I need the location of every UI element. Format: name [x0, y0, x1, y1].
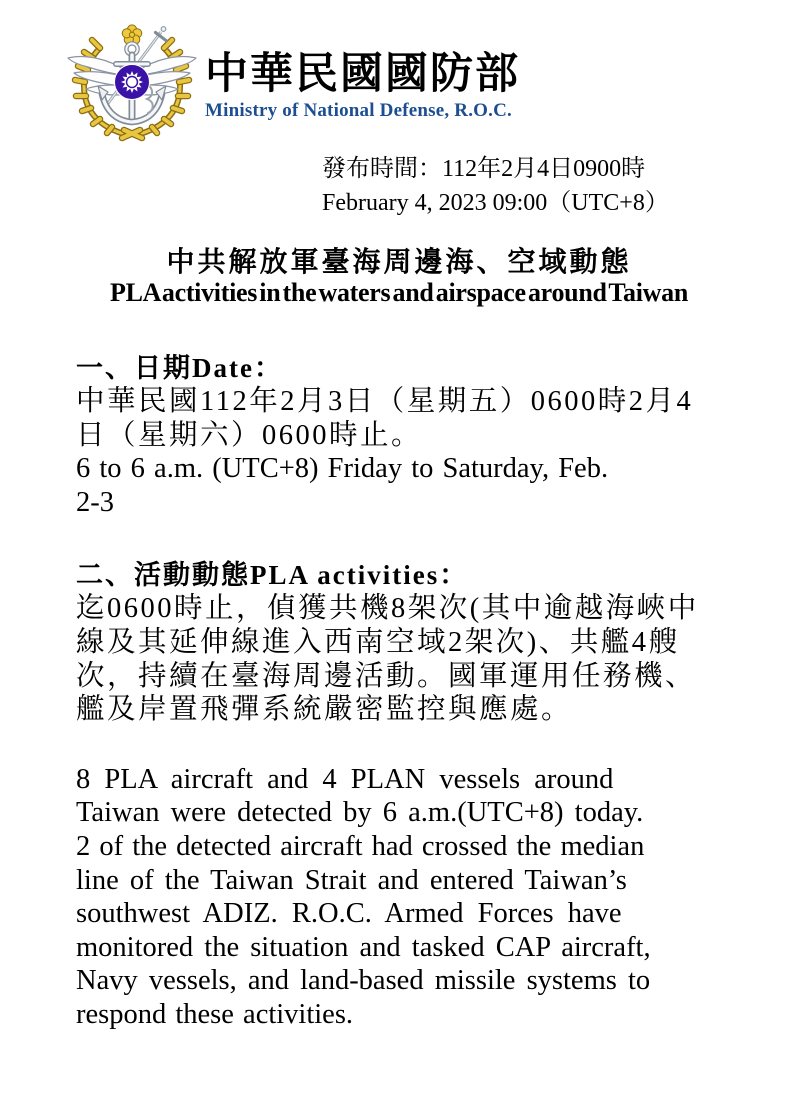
release-time-zh: 發布時間：112年2月4日0900時: [322, 156, 646, 182]
document-body: [76, 246, 722, 1032]
activities-line-en: respond these activities.: [76, 998, 354, 1030]
section-activities-heading: 二、活動動態PLA activities：: [76, 560, 469, 591]
release-time-en: February 4, 2023 09:00（UTC+8）: [322, 190, 669, 216]
org-name-block: [205, 50, 520, 122]
section-activities: [76, 558, 722, 726]
activities-line-zh: 艦及岸置飛彈系統嚴密監控與應處。: [76, 694, 573, 726]
date-line-zh: 中華民國112年2月3日（星期五）0600時2月4: [76, 386, 694, 417]
activities-line-zh: 次，持續在臺海周邊活動。國軍運用任務機、: [76, 660, 697, 692]
date-line-en: 2-3: [76, 486, 114, 518]
activities-line-en: Navy vessels, and land-based missile systems to: [76, 965, 651, 997]
activities-line-en: monitored the situation and tasked CAP aircraft,: [76, 931, 651, 963]
activities-line-en: 2 of the detected aircraft had crossed the median: [76, 830, 645, 862]
activities-paragraph-en: [76, 763, 722, 1032]
org-name-en: Ministry of National Defense, R.O.C.: [205, 100, 512, 122]
section-date: [76, 351, 722, 519]
doc-title-zh: 中共解放軍臺海周邊海、空域動態: [166, 247, 632, 278]
activities-line-zh: 迄0600時止，偵獲共機8架次(其中逾越海峽中: [76, 593, 699, 625]
section-date-heading: 一、日期Date：: [76, 353, 283, 383]
doc-title-en: PLA activities in the waters and airspace around Taiwan: [110, 278, 688, 307]
activities-line-en: 8 PLA aircraft and 4 PLAN vessels around: [76, 763, 614, 795]
org-name-zh: 中華民國國防部: [205, 51, 520, 98]
activities-line-en: line of the Taiwan Strait and entered Taiwan’s: [76, 864, 627, 896]
activities-line-zh: 線及其延伸線進入西南空域2架次)、共艦4艘: [76, 626, 680, 658]
ministry-emblem-logo: [62, 22, 202, 142]
activities-line-en: Taiwan were detected by 6 a.m.(UTC+8) today.: [76, 797, 644, 829]
release-time-block: [322, 152, 669, 220]
activities-line-en: southwest ADIZ. R.O.C. Armed Forces have: [76, 898, 622, 930]
date-line-zh: 日（星期六）0600時止。: [76, 419, 423, 451]
date-line-en: 6 to 6 a.m. (UTC+8) Friday to Saturday, Feb.: [76, 453, 609, 485]
